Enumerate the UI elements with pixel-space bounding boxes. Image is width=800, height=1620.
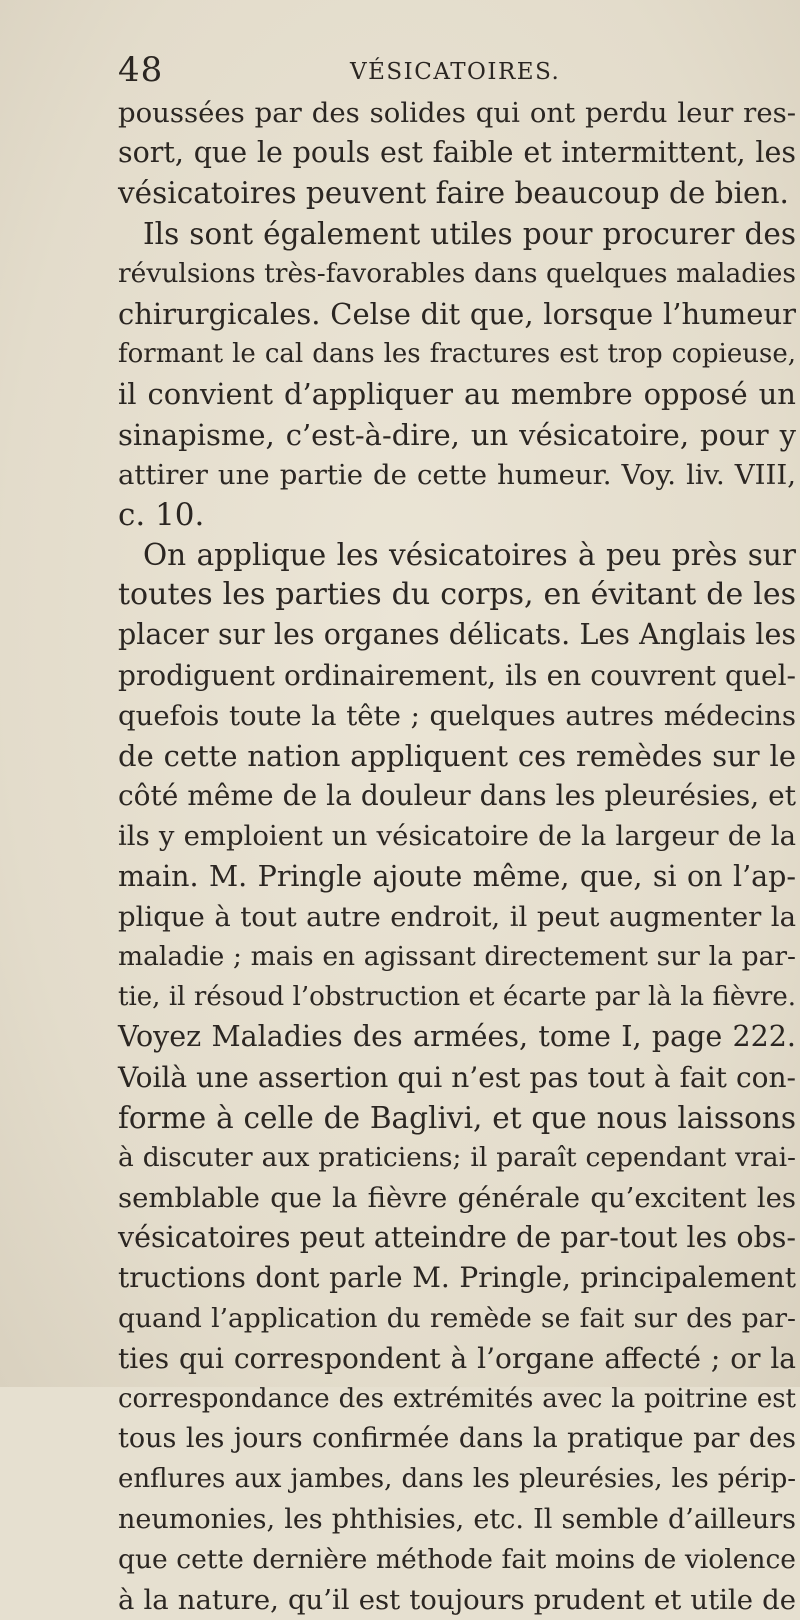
text-line: enflures aux jambes, dans les pleurésies, les périp- bbox=[118, 1464, 796, 1495]
text-line: tructions dont parle M. Pringle, principalement bbox=[118, 1261, 796, 1295]
text-line: quand l’application du remède se fait sur des par- bbox=[118, 1302, 796, 1334]
text-line: à la nature, qu’il est toujours prudent et utile de bbox=[118, 1583, 796, 1616]
text-line: poussées par des solides qui ont perdu leur res- bbox=[118, 97, 796, 129]
text-line: sinapisme, c’est-à-dire, un vésicatoire, pour y bbox=[118, 417, 796, 452]
page-header bbox=[118, 50, 718, 90]
text-line: tie, il résoud l’obstruction et écarte par là la fièvre. bbox=[118, 982, 796, 1013]
text-line: semblable que la fièvre générale qu’excitent les bbox=[118, 1182, 796, 1215]
text-line: main. M. Pringle ajoute même, que, si on l’ap- bbox=[118, 859, 796, 893]
text-line: neumonies, les phthisies, etc. Il semble d’ailleurs bbox=[118, 1503, 796, 1535]
page-number: 48 bbox=[118, 50, 164, 90]
text-line: forme à celle de Baglivi, et que nous laissons bbox=[118, 1100, 796, 1135]
text-line: maladie ; mais en agissant directement sur la par- bbox=[118, 940, 796, 972]
text-line: quefois toute la tête ; quelques autres médecins bbox=[118, 699, 796, 732]
text-line: plique à tout autre endroit, il peut augmenter la bbox=[118, 900, 796, 933]
text-line: tous les jours confirmée dans la pratique par des bbox=[118, 1423, 796, 1455]
text-line: de cette nation appliquent ces remèdes sur le bbox=[118, 739, 796, 773]
text-line: c. 10. bbox=[118, 496, 205, 533]
text-line: à discuter aux praticiens; il paraît cependant vrai- bbox=[118, 1141, 796, 1173]
text-line: vésicatoires peut atteindre de par-tout les obs- bbox=[118, 1221, 796, 1255]
text-line: On applique les vésicatoires à peu près sur bbox=[143, 538, 796, 573]
text-line: placer sur les organes délicats. Les Anglais les bbox=[118, 618, 796, 652]
text-line: Ils sont également utiles pour procurer des bbox=[143, 216, 796, 251]
text-line: vésicatoires peuvent faire beaucoup de bien. bbox=[118, 176, 789, 211]
text-line: attirer une partie de cette humeur. Voy. liv. VIII, bbox=[118, 458, 796, 491]
text-line: correspondance des extrémités avec la poitrine est bbox=[118, 1384, 796, 1414]
text-line: révulsions très-favorables dans quelques maladies bbox=[118, 257, 796, 289]
running-title: VÉSICATOIRES. bbox=[350, 59, 561, 85]
text-line: Voilà une assertion qui n’est pas tout à fait con- bbox=[118, 1060, 796, 1094]
text-line: formant le cal dans les fractures est trop copieuse, bbox=[118, 339, 796, 370]
text-line: prodiguent ordinairement, ils en couvrent quel- bbox=[118, 658, 796, 692]
text-line: sort, que le pouls est faible et intermittent, les bbox=[118, 136, 796, 170]
text-line: côté même de la douleur dans les pleurésies, et bbox=[118, 779, 796, 813]
text-line: que cette dernière méthode fait moins de violence bbox=[118, 1543, 796, 1575]
text-line: chirurgicales. Celse dit que, lorsque l’humeur bbox=[118, 296, 796, 331]
body-text bbox=[118, 93, 796, 1620]
text-line: toutes les parties du corps, en évitant de les bbox=[118, 577, 796, 613]
text-line: ties qui correspondent à l’organe affecté ; or la bbox=[118, 1341, 796, 1375]
text-line: il convient d’appliquer au membre opposé un bbox=[118, 377, 796, 412]
text-line: ils y emploient un vésicatoire de la largeur de la bbox=[118, 820, 796, 853]
text-line: Voyez Maladies des armées, tome I, page 222. bbox=[118, 1020, 796, 1054]
